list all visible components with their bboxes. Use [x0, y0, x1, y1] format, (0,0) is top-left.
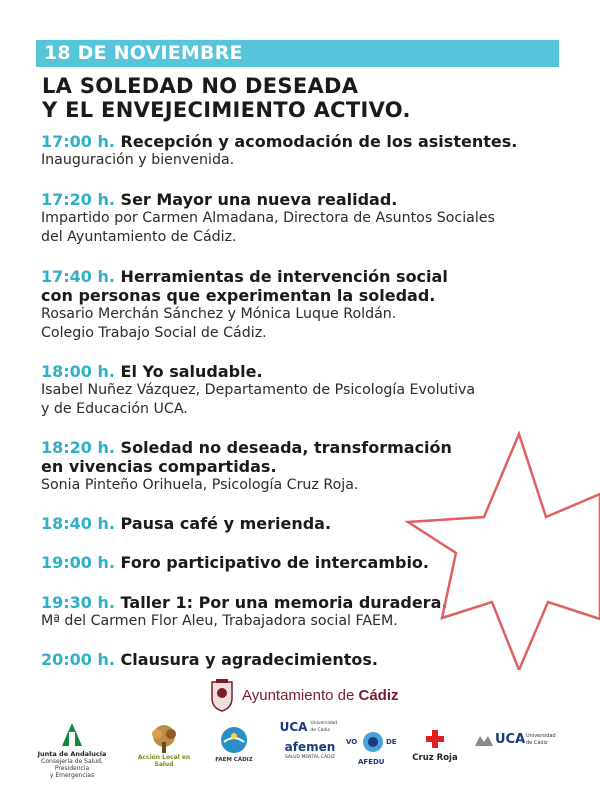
afedu-de: DE: [386, 738, 397, 746]
junta-emblem-icon: [60, 722, 84, 748]
agenda-desc: Isabel Nuñez Vázquez, Departamento de Psicología Evolutiva: [41, 382, 476, 398]
afemen-name: afemen: [284, 740, 336, 754]
faem-cadiz-logo: [214, 726, 254, 770]
junta-sub: Consejería de Salud, Presidencia: [41, 758, 103, 772]
agenda-desc: Inauguración y bienvenida.: [41, 152, 235, 168]
cruz-name: Cruz Roja: [412, 753, 458, 763]
accion-name: Acción Local en Salud: [137, 754, 191, 768]
junta-sub: y Emergencias: [49, 772, 95, 779]
agenda-item: [41, 132, 551, 170]
afedu-emblem-icon: [362, 730, 384, 754]
agenda-title: Clausura y agradecimientos.: [120, 650, 378, 669]
agenda-title: en vivencias compartidas.: [41, 457, 277, 476]
uca-name: UCA: [495, 732, 526, 747]
afemen-sub: SALUD MENTAL CÁDIZ: [284, 755, 336, 760]
accion-local-salud-logo: [135, 724, 193, 774]
afemen-logo: [270, 720, 350, 770]
faem-emblem-icon: [220, 726, 248, 754]
agenda-desc: Impartido por Carmen Almadana, Directora de Asuntos Sociales: [41, 210, 495, 226]
date-banner: 18 DE NOVIEMBRE: [36, 40, 559, 67]
agenda-title: Ser Mayor una nueva realidad.: [120, 190, 398, 209]
sponsor-logos: [0, 670, 600, 800]
agenda-time: 17:00 h.: [41, 132, 115, 151]
star-outline-decoration: [400, 430, 600, 670]
afedu-vo: VO: [346, 738, 358, 746]
cruz-roja-logo: [412, 730, 458, 770]
agenda-desc: Rosario Merchán Sánchez y Mónica Luque Roldán.: [41, 306, 397, 322]
afemen-uca: UCA: [279, 720, 308, 734]
uca-sub: de Cádiz: [526, 740, 548, 746]
agenda-title: Soledad no deseada, transformación: [120, 438, 452, 457]
afemen-uca-sub: Universidad de Cádiz: [310, 721, 338, 733]
agenda-item: [41, 362, 551, 419]
ayto-city: Cádiz: [358, 687, 399, 704]
agenda-title: con personas que experimentan la soledad.: [41, 286, 436, 305]
star-outline-icon: [408, 434, 600, 670]
agenda-title: El Yo saludable.: [120, 362, 263, 381]
event-title: [42, 74, 411, 122]
junta-andalucia-logo: [26, 722, 118, 786]
agenda-time: 19:30 h.: [41, 593, 115, 612]
agenda-time: 18:00 h.: [41, 362, 115, 381]
junta-name: Junta de Andalucía: [37, 750, 107, 758]
uca-logo: [474, 732, 564, 756]
agenda-title: Taller 1: Por una memoria duradera.: [120, 593, 448, 612]
afedu-logo: [346, 730, 406, 772]
title-line: Y EL ENVEJECIMIENTO ACTIVO.: [42, 98, 411, 122]
agenda-time: 17:20 h.: [41, 190, 115, 209]
agenda-time: 18:40 h.: [41, 514, 115, 533]
faem-name: FAEM CÁDIZ: [215, 757, 253, 763]
agenda-time: 19:00 h.: [41, 553, 115, 572]
title-line: LA SOLEDAD NO DESEADA: [42, 74, 359, 98]
agenda-desc: Mª del Carmen Flor Aleu, Trabajadora social FAEM.: [41, 613, 398, 629]
afedu-name: AFEDU: [358, 758, 385, 766]
agenda-desc: y de Educación UCA.: [41, 401, 188, 417]
agenda-time: 20:00 h.: [41, 650, 115, 669]
agenda-desc: Colegio Trabajo Social de Cádiz.: [41, 325, 267, 341]
ayto-prefix: Ayuntamiento de: [242, 687, 355, 704]
agenda-desc: del Ayuntamiento de Cádiz.: [41, 229, 237, 245]
agenda-time: 18:20 h.: [41, 438, 115, 457]
agenda-title: Foro participativo de intercambio.: [120, 553, 429, 572]
agenda-time: 17:40 h.: [41, 267, 115, 286]
uca-emblem-icon: [474, 734, 494, 748]
red-cross-icon: [426, 730, 444, 748]
tree-icon: [146, 724, 182, 754]
agenda-item: [41, 190, 551, 247]
agenda-title: Recepción y acomodación de los asistentes.: [120, 132, 518, 151]
ayuntamiento-logo: [208, 678, 398, 714]
city-crest-icon: [208, 678, 236, 712]
agenda-item: [41, 267, 551, 343]
agenda-title: Pausa café y merienda.: [120, 514, 332, 533]
uca-sub: Universidad: [526, 733, 556, 739]
agenda-desc: Sonia Pinteño Orihuela, Psicología Cruz Roja.: [41, 477, 359, 493]
agenda-title: Herramientas de intervención social: [120, 267, 448, 286]
